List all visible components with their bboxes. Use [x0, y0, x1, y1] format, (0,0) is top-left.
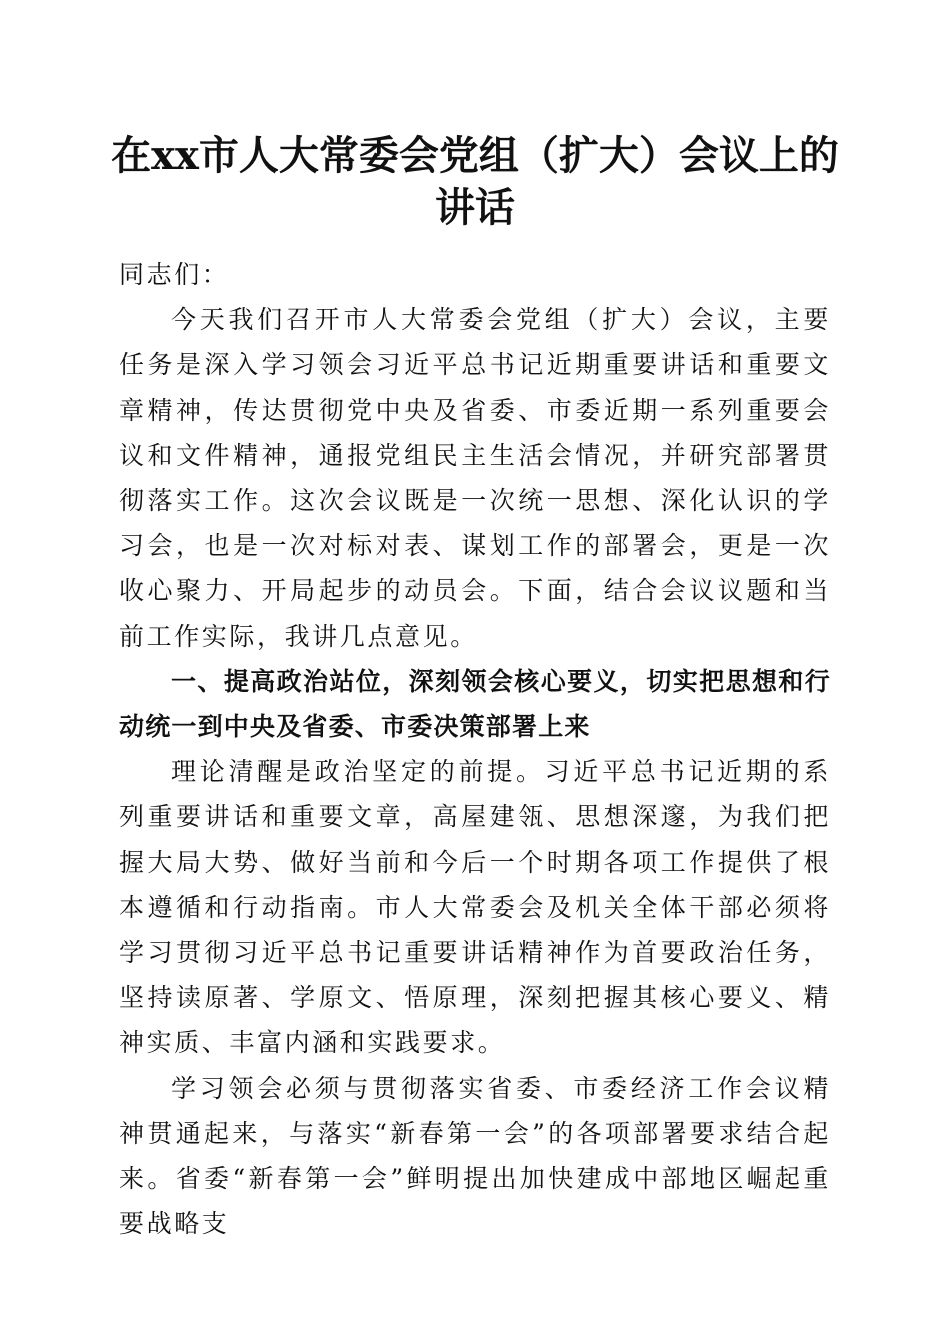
paragraph-intro: 今天我们召开市人大常委会党组（扩大）会议，主要任务是深入学习领会习近平总书记近期重要讲话和重要文章精神，传达贯彻党中央及省委、市委近期一系列重要会议和文件精神，通报党组民主生活会情况，并研究部署贯彻落实工作。这次会议既是一次统一思想、深化认识的学习会，也是一次对标对表、谋划工作的部署会，更是一次收心聚力、开局起步的动员会。下面，结合会议议题和当前工作实际，我讲几点意见。 [119, 305, 831, 651]
section-heading: 一、提高政治站位，深刻领会核心要义，切实把思想和行动统一到中央及省委、市委决策部署上来 [119, 666, 831, 742]
paragraph-section-1: 理论清醒是政治坚定的前提。习近平总书记近期的系列重要讲话和重要文章，高屋建瓴、思想深邃，为我们把握大局大势、做好当前和今后一个时期各项工作提供了根本遵循和行动指南。市人大常委会及机关全体干部必须将学习贯彻习近平总书记重要讲话精神作为首要政治任务，坚持读原著、学原文、悟原理，深刻把握其核心要义、精神实质、丰富内涵和实践要求。 [119, 757, 831, 1058]
document-title: 在xx市人大常委会党组（扩大）会议上的讲话 [111, 132, 839, 231]
paragraph-section-2: 学习领会必须与贯彻落实省委、市委经济工作会议精神贯通起来，与落实“新春第一会”的各项部署要求结合起来。省委“新春第一会”鲜明提出加快建成中部地区崛起重要战略支 [119, 1073, 831, 1239]
document-body [119, 252, 831, 1246]
salutation: 同志们： [119, 260, 230, 289]
